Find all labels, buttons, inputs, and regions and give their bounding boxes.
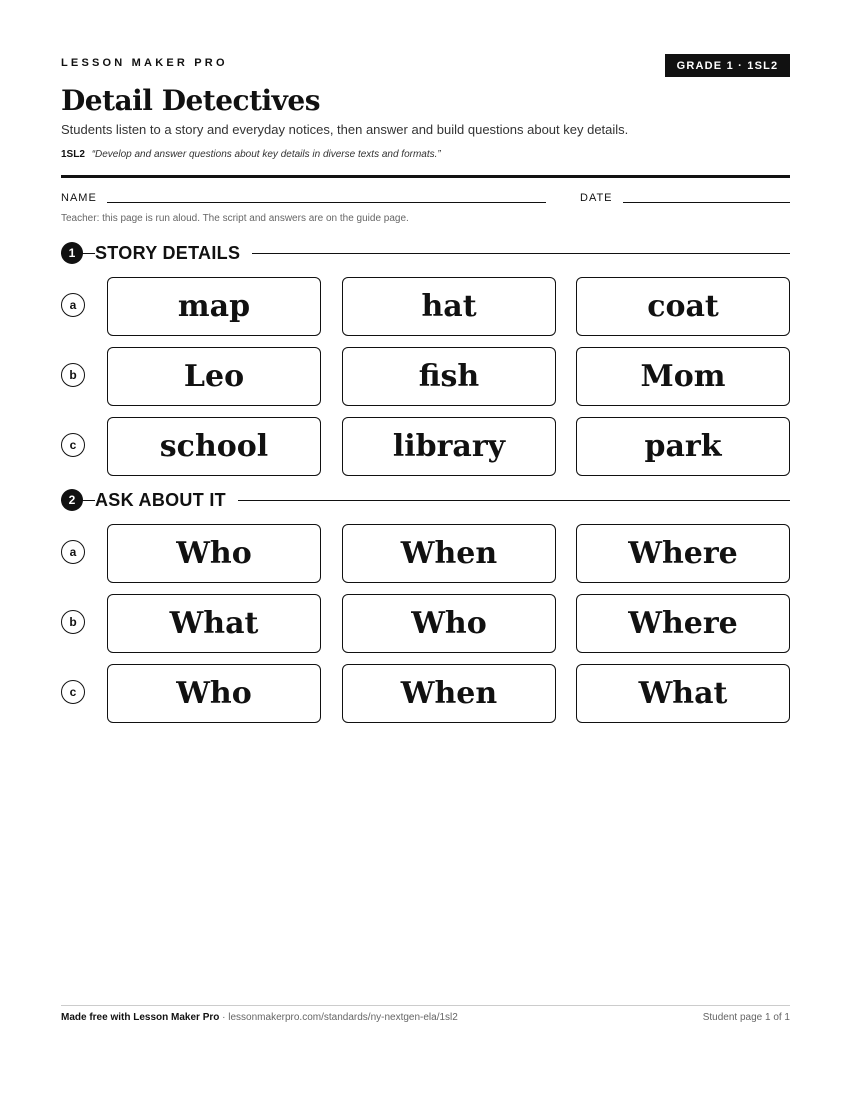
section-story-details: [61, 242, 790, 264]
answer-card[interactable]: hat: [342, 277, 556, 336]
footer-credit: [61, 1012, 458, 1023]
row-letter: c: [61, 433, 85, 457]
name-field[interactable]: [107, 202, 546, 203]
row-letter: b: [61, 610, 85, 634]
footer-divider: [61, 1005, 790, 1006]
answer-card[interactable]: fish: [342, 347, 556, 406]
page-title: Detail Detectives: [61, 84, 321, 117]
question-row: [61, 277, 790, 336]
row-letter: a: [61, 293, 85, 317]
standard-text: “Develop and answer questions about key details in diverse texts and formats.”: [91, 149, 441, 160]
grade-badge: GRADE 1 · 1SL2: [665, 54, 790, 77]
section-number: 2: [61, 489, 83, 511]
row-letter: b: [61, 363, 85, 387]
answer-card[interactable]: map: [107, 277, 321, 336]
question-row: [61, 594, 790, 653]
answer-card[interactable]: Where: [576, 524, 790, 583]
section-title: ASK ABOUT IT: [95, 490, 238, 511]
footer-page-number: Student page 1 of 1: [702, 1012, 790, 1023]
answer-card[interactable]: Who: [107, 524, 321, 583]
answer-card[interactable]: park: [576, 417, 790, 476]
section-number: 1: [61, 242, 83, 264]
page-subtitle: Students listen to a story and everyday notices, then answer and build questions about key details.: [61, 122, 629, 137]
footer-url[interactable]: · lessonmakerpro.com/standards/ny-nextgen-ela/1sl2: [219, 1012, 458, 1023]
answer-card[interactable]: library: [342, 417, 556, 476]
question-row: [61, 524, 790, 583]
standard-code: 1SL2: [61, 149, 85, 160]
answer-card[interactable]: coat: [576, 277, 790, 336]
answer-card[interactable]: Where: [576, 594, 790, 653]
section-title: STORY DETAILS: [95, 243, 252, 264]
answer-card[interactable]: What: [576, 664, 790, 723]
answer-card[interactable]: Who: [342, 594, 556, 653]
teacher-note: Teacher: this page is run aloud. The script and answers are on the guide page.: [61, 213, 409, 224]
header-divider: [61, 175, 790, 178]
row-letter: c: [61, 680, 85, 704]
section-ask-about-it: [61, 489, 790, 511]
row-letter: a: [61, 540, 85, 564]
answer-card[interactable]: When: [342, 664, 556, 723]
question-row: [61, 417, 790, 476]
date-label: DATE: [580, 192, 613, 204]
brand-name: LESSON MAKER PRO: [61, 57, 228, 69]
question-row: [61, 347, 790, 406]
answer-card[interactable]: Who: [107, 664, 321, 723]
footer-made-with: Made free with Lesson Maker Pro: [61, 1012, 220, 1023]
answer-card[interactable]: Mom: [576, 347, 790, 406]
answer-card[interactable]: school: [107, 417, 321, 476]
answer-card[interactable]: Leo: [107, 347, 321, 406]
question-row: [61, 664, 790, 723]
standard-line: [61, 149, 441, 160]
answer-card[interactable]: When: [342, 524, 556, 583]
name-label: NAME: [61, 192, 97, 204]
answer-card[interactable]: What: [107, 594, 321, 653]
name-date-row: [61, 192, 790, 206]
date-field[interactable]: [623, 202, 790, 203]
